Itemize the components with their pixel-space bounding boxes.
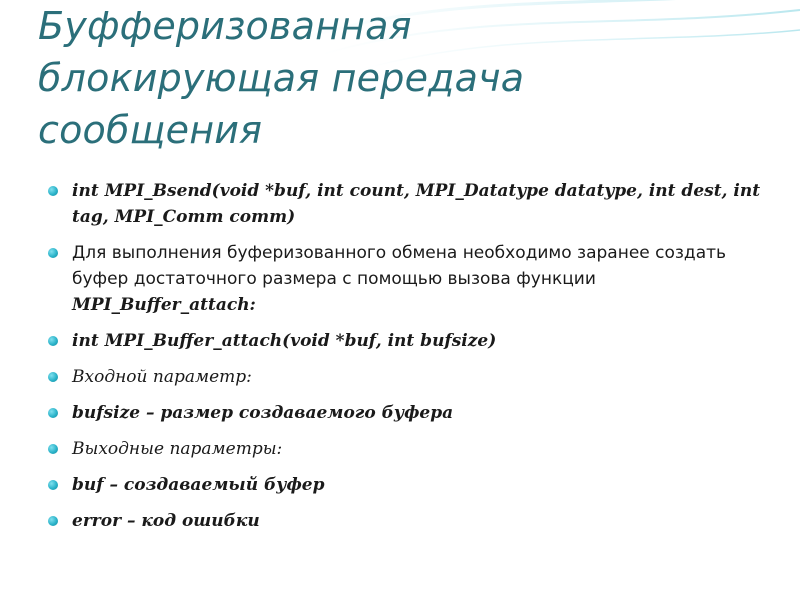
title-line-3: сообщения [38, 108, 263, 152]
slide-title [38, 0, 778, 156]
bullet-item-bsend-signature [44, 178, 774, 230]
bullet-item-error [44, 508, 774, 534]
bullet-icon [48, 372, 58, 382]
title-line-1: Буфферизованная [38, 4, 412, 48]
title-line-2: блокирующая передача [38, 56, 525, 100]
bullet-icon [48, 516, 58, 526]
buffer-note-text: Для выполнения буферизованного обмена необходимо заранее создать буфер достаточного размера с помощью вызова функции [72, 243, 727, 289]
bullet-icon [48, 336, 58, 346]
bufsize-text: bufsize – размер создаваемого буфера [72, 403, 454, 423]
bullet-icon [48, 408, 58, 418]
bullet-item-input-param-heading [44, 364, 774, 390]
input-param-heading-text: Входной параметр: [72, 367, 252, 387]
bullet-icon [48, 186, 58, 196]
buf-text: buf – создаваемый буфер [72, 475, 325, 495]
bullet-item-buf [44, 472, 774, 498]
bullet-icon [48, 248, 58, 258]
bullet-item-attach-signature [44, 328, 774, 354]
buffer-attach-func-name: MPI_Buffer_attach: [72, 295, 256, 315]
bsend-signature-text: int MPI_Bsend(void *buf, int count, MPI_Datatype datatype, int dest, int tag, MPI_Comm comm) [72, 181, 761, 227]
error-text: error – код ошибки [72, 511, 260, 531]
bullet-item-output-params-heading [44, 436, 774, 462]
bullet-item-bufsize [44, 400, 774, 426]
bullet-icon [48, 444, 58, 454]
output-params-heading-text: Выходные параметры: [72, 439, 283, 459]
bullet-item-buffer-note [44, 240, 774, 318]
bullet-icon [48, 480, 58, 490]
attach-signature-text: int MPI_Buffer_attach(void *buf, int bufsize) [72, 331, 497, 351]
bullet-list [44, 178, 774, 544]
